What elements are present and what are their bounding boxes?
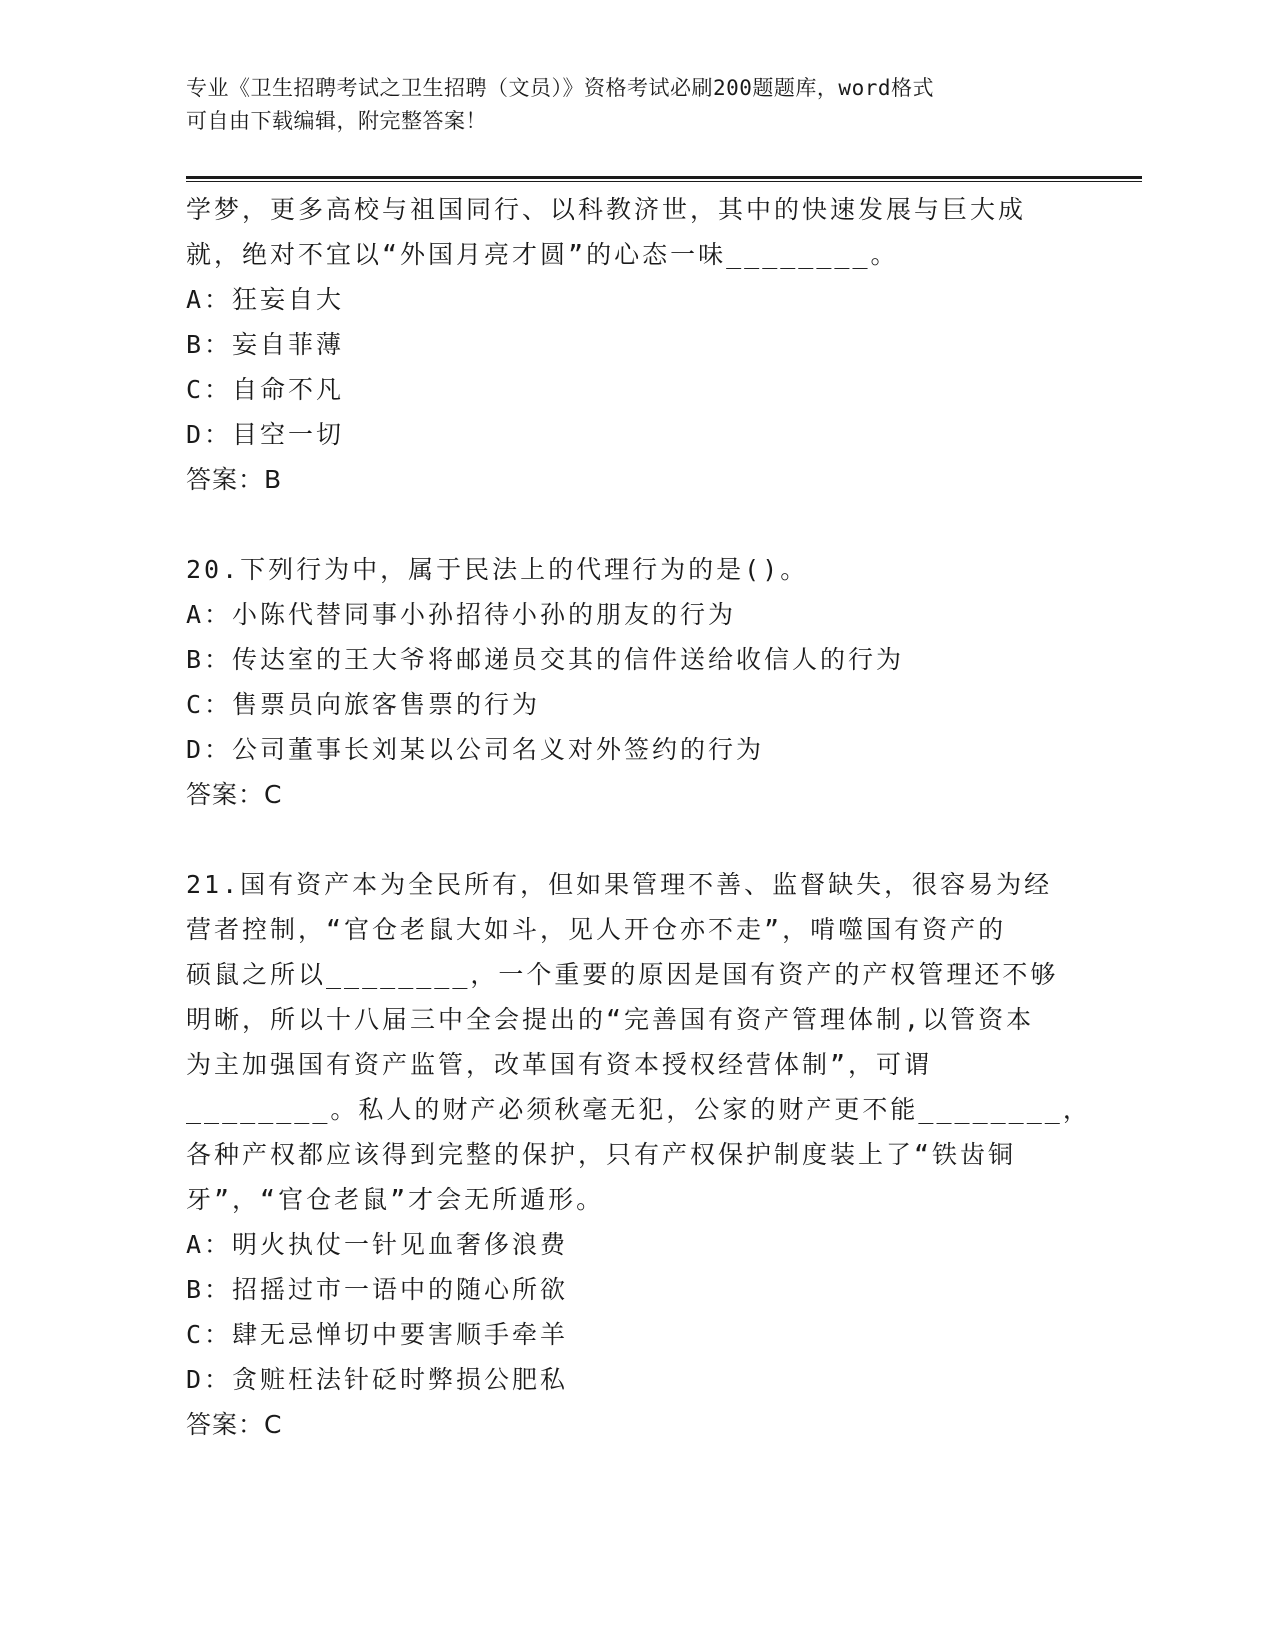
question-block — [186, 862, 1091, 1447]
question-list — [186, 187, 1091, 1447]
question-text-line: 硕鼠之所以________，一个重要的原因是国有资产的产权管理还不够 — [186, 960, 1059, 989]
question-text-line: ________。私人的财产必须秋毫无犯，公家的财产更不能________， — [186, 1095, 1091, 1124]
question-text-line: 牙”，“官仓老鼠”才会无所遁形。 — [186, 1185, 605, 1214]
option-c: C：肆无忌惮切中要害顺手牵羊 — [186, 1320, 569, 1349]
question-spacer — [186, 502, 1086, 547]
option-d: D：公司董事长刘某以公司名义对外签约的行为 — [186, 735, 765, 764]
option-c: C：自命不凡 — [186, 375, 345, 404]
question-block — [186, 547, 1086, 817]
answer-label: 答案：B — [186, 465, 283, 494]
option-a: A：明火执仗一针见血奢侈浪费 — [186, 1230, 569, 1259]
header-divider-thin — [186, 181, 1142, 182]
answer-label: 答案：C — [186, 780, 283, 809]
question-text-line: 营者控制，“官仓老鼠大如斗，见人开仓亦不走”，啃噬国有资产的 — [186, 915, 1007, 944]
question-text-line: 为主加强国有资产监管，改革国有资本授权经营体制”，可谓 — [186, 1050, 933, 1079]
option-c: C：售票员向旅客售票的行为 — [186, 690, 541, 719]
option-a: A：小陈代替同事小孙招待小孙的朋友的行为 — [186, 600, 737, 629]
option-b: B：妄自菲薄 — [186, 330, 345, 359]
question-text-line: 就，绝对不宜以“外国月亮才圆”的心态一味________。 — [186, 240, 899, 269]
option-d: D：贪赃枉法针砭时弊损公肥私 — [186, 1365, 569, 1394]
question-text-line: 学梦，更多高校与祖国同行、以科教济世，其中的快速发展与巨大成 — [186, 195, 1027, 224]
question-text-line: 21.国有资产本为全民所有，但如果管理不善、监督缺失，很容易为经 — [186, 870, 1053, 899]
header-line-1: 专业《卫生招聘考试之卫生招聘（文员）》资格考试必刷200题题库，word格式 — [186, 76, 934, 100]
option-b: B：招摇过市一语中的随心所欲 — [186, 1275, 569, 1304]
question-text-line: 各种产权都应该得到完整的保护，只有产权保护制度装上了“铁齿铜 — [186, 1140, 1017, 1169]
option-d: D：目空一切 — [186, 420, 345, 449]
question-text-line: 明晰，所以十八届三中全会提出的“完善国有资产管理体制,以管资本 — [186, 1005, 1035, 1034]
question-spacer — [186, 817, 1086, 862]
option-a: A：狂妄自大 — [186, 285, 345, 314]
question-block — [186, 187, 1086, 502]
answer-label: 答案：C — [186, 1410, 283, 1439]
header-divider — [186, 176, 1142, 179]
document-header — [186, 72, 1086, 138]
header-line-2: 可自由下载编辑，附完整答案！ — [186, 109, 487, 133]
question-text-line: 20.下列行为中，属于民法上的代理行为的是()。 — [186, 555, 809, 584]
option-b: B：传达室的王大爷将邮递员交其的信件送给收信人的行为 — [186, 645, 905, 674]
